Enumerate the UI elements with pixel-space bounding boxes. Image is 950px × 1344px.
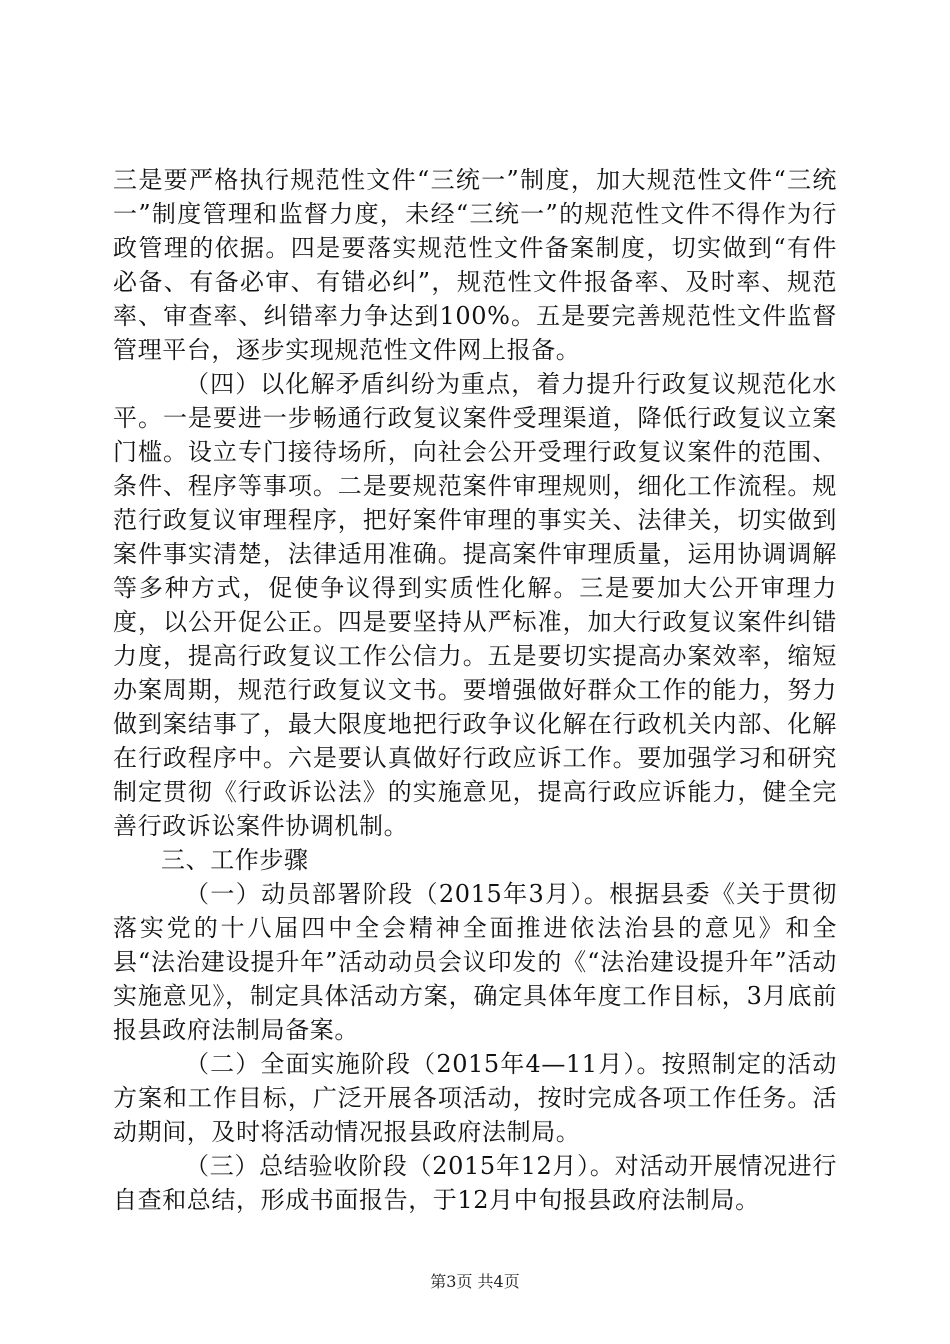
paragraph-normative-documents: 三是要严格执行规范性文件“三统一”制度，加大规范性文件“三统一”制度管理和监督力度，未经“三统一”的规范性文件不得作为行政管理的依据。四是要落实规范性文件备案制度，切实做到“有件必备、有备必审、有错必纠”，规范性文件报备率、及时率、规范率、审查率、纠错率力争达到100%。五是要完善规范性文件监督管理平台，逐步实现规范性文件网上报备。 bbox=[113, 166, 837, 364]
section-heading-work-steps: 三、工作步骤 bbox=[161, 846, 309, 874]
paragraph-administrative-review: （四）以化解矛盾纠纷为重点，着力提升行政复议规范化水平。一是要进一步畅通行政复议案件受理渠道，降低行政复议立案门槛。设立专门接待场所，向社会公开受理行政复议案件的范围、条件、程序等事项。二是要规范案件审理规则，细化工作流程。规范行政复议审理程序，把好案件审理的事实关、法律关，切实做到案件事实清楚，法律适用准确。提高案件审理质量，运用协调调解等多种方式，促使争议得到实质性化解。三是要加大公开审理力度，以公开促公正。四是要坚持从严标准，加大行政复议案件纠错力度，提高行政复议工作公信力。五是要切实提高办案效率，缩短办案周期，规范行政复议文书。要增强做好群众工作的能力，努力做到案结事了，最大限度地把行政争议化解在行政机关内部、化解在行政程序中。六是要认真做好行政应诉工作。要加强学习和研究制定贯彻《行政诉讼法》的实施意见，提高行政应诉能力，健全完善行政诉讼案件协调机制。 bbox=[113, 370, 837, 840]
document-body bbox=[113, 163, 837, 1217]
paragraph-summary-stage: （三）总结验收阶段（2015年12月）。对活动开展情况进行自查和总结，形成书面报告，于12月中旬报县政府法制局。 bbox=[113, 1152, 837, 1214]
page-number-footer: 第3页 共4页 bbox=[430, 1272, 520, 1291]
paragraph-implementation-stage: （二）全面实施阶段（2015年4—11月）。按照制定的活动方案和工作目标，广泛开展各项活动，按时完成各项工作任务。活动期间，及时将活动情况报县政府法制局。 bbox=[113, 1050, 837, 1146]
paragraph-mobilization-stage: （一）动员部署阶段（2015年3月）。根据县委《关于贯彻落实党的十八届四中全会精神全面推进依法治县的意见》和全县“法治建设提升年”活动动员会议印发的《“法治建设提升年”活动实施意见》，制定具体活动方案，确定具体年度工作目标，3月底前报县政府法制局备案。 bbox=[113, 880, 837, 1044]
